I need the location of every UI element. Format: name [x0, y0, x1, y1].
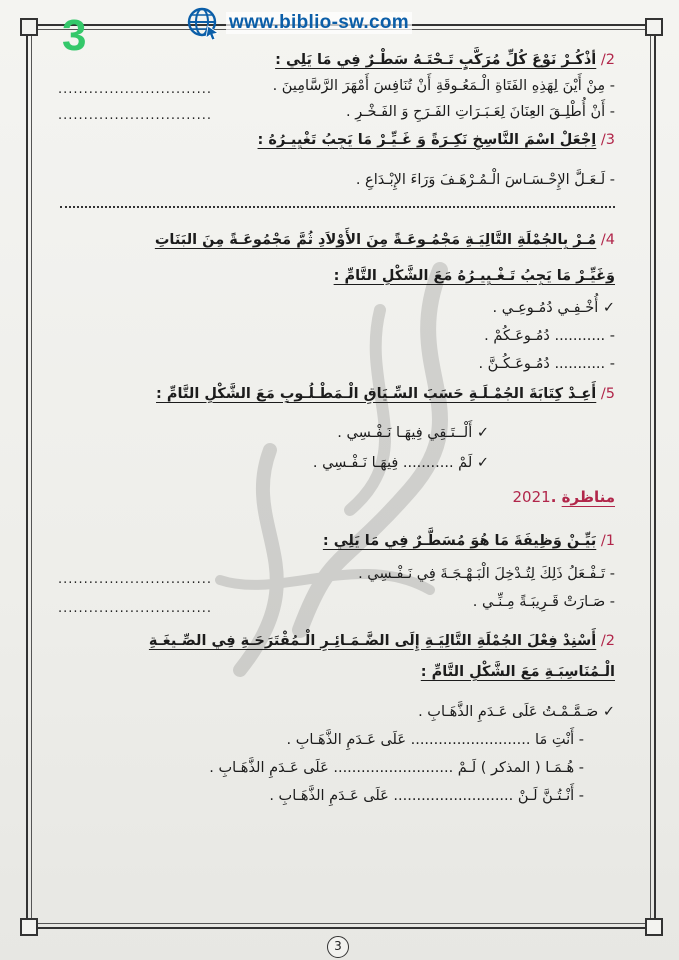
q2a-item-2: - أَنْ أُطْلِـقَ العِنَانَ لِعَـبَـرَاتِ الفَـرَحِ وَ الفَـخْـرِ .	[346, 104, 615, 120]
question-number: 2/	[600, 52, 615, 68]
border-corner-ornament	[645, 918, 663, 936]
q2b-prompt-line1	[149, 633, 615, 650]
q2b-item-2[interactable]: - هُـمَـا ( المذكر ) لَـمْ .......................... عَلَى عَـدَمِ الذَّهَـابِ .	[209, 760, 584, 776]
q5-prompt	[156, 386, 615, 403]
question-text: أَعِـدْ كِتَابَةَ الجُمْـلَـةِ حَسَبَ السِّـيَاقِ الْـمَطْـلُـوبِ مَعَ الشَّكْلِ التَّامِّ :	[156, 386, 597, 402]
q2b-prompt-line2: الْـمُنَاسِبَـةِ مَعَ الشَّكْلِ التَّامِّ :	[420, 664, 615, 680]
question-text: أذْكُـرْ نَوْعَ كُلِّ مُرَكَّبٍ تَـحْتَـهُ سَطْـرٌ فِي مَا يَلِي :	[275, 52, 597, 68]
q1b-item-1: - تَـفْـعَلُ ذَلِكَ لِتُـدْخِلَ الْبَـهْـجَـةَ فِي نَـفْـسِي .	[358, 566, 615, 582]
globe-cursor-icon	[186, 6, 220, 40]
question-text: أَسْنِدْ فِعْلَ الجُمْلَةِ التَّالِيَـةِ إِلَى الضَّـمَـائِـرِ الْـمُقْتَرَحَـةِ فِي الصِّـيغَـةِ	[148, 633, 597, 649]
q2b-item-3[interactable]: - أَنْـتُـنَّ لَـنْ .......................... عَلَى عَـدَمِ الذَّهَـابِ .	[269, 788, 584, 804]
q4-item-1[interactable]: - ........... دُمُـوعَـكُمْ .	[484, 328, 615, 344]
answer-dots[interactable]: ..............................	[58, 572, 212, 587]
sheet-number-badge: 3	[62, 11, 87, 60]
site-branding[interactable]	[186, 4, 412, 42]
q5-example: ✓ أَلْــتَـقِي فِيهَـا نَـفْـسِي .	[337, 425, 489, 441]
q2b-example: ✓ صَـمَّـمْـتُ عَلَى عَـدَمِ الذَّهَـابِ .	[418, 704, 615, 720]
q4-example: ✓ أُخْـفِـي دُمُـوعِـي .	[492, 300, 615, 316]
site-url-link[interactable]: www.biblio-sw.com	[226, 12, 412, 34]
answer-dots[interactable]: ..............................	[58, 601, 212, 616]
section-year: 2021	[512, 488, 551, 506]
answer-dots[interactable]: ..............................	[58, 108, 212, 123]
answer-dotted-line[interactable]	[60, 206, 615, 208]
border-corner-ornament	[20, 918, 38, 936]
section-heading: 2021. مناظرة	[512, 488, 615, 506]
question-number: 2/	[600, 633, 615, 649]
q2b-item-1[interactable]: - أَنْتِ مَا .......................... عَلَى عَـدَمِ الذَّهَـابِ .	[286, 732, 584, 748]
question-number: 1/	[600, 533, 615, 549]
border-corner-ornament	[645, 18, 663, 36]
q3a-item-1: - لَـعَـلَّ الإِحْـسَـاسَ الْـمُـرْهَـفَ وَرَاءَ الإِبْـدَاعِ .	[355, 172, 615, 188]
q1b-item-2: - صَـارَتْ قَـرِيبَـةً مِـنِّـي .	[472, 594, 615, 610]
border-corner-ornament	[20, 18, 38, 36]
q2a-item-1: - مِنْ أَيْنَ لِهَذِهِ الفَتَاةِ الْـمَعُـوقَةِ أَنْ تُنَافِسَ أَمْهَرَ الرَّسَّامِينَ .	[272, 78, 615, 94]
q1b-prompt	[323, 533, 615, 550]
question-number: 3/	[600, 132, 615, 148]
question-number: 4/	[600, 232, 615, 248]
q2a-prompt	[275, 52, 615, 69]
section-label: مناظرة	[561, 488, 615, 506]
question-text: بَيِّـنْ وَظِيفَةَ مَا هُوَ مُسَطَّـرٌ فِي مَا يَلِي :	[322, 533, 597, 549]
answer-dots[interactable]: ..............................	[58, 82, 212, 97]
q5-item-1[interactable]: ✓ لَمْ ........... فِيهَـا نَـفْـسِي .	[312, 455, 489, 471]
q3a-prompt	[258, 132, 615, 149]
q4-item-2[interactable]: - ........... دُمُـوعَـكُـنَّ .	[478, 356, 615, 372]
question-text: مُـرْ بِالجُمْلَةِ التَّالِيَـةِ مَجْمُـوعَـةً مِنَ الأَوْلاَدِ ثُمَّ مَجْمُوعَـةً مِنَ البَنَاتِ	[154, 232, 597, 248]
q4-prompt-line2: وَغَيِّـرْ مَا يَجِبُ تَـغْـيِيـرُهُ مَعَ الشَّكْلِ التَّامِّ :	[333, 268, 615, 284]
question-text: اِجْعَلْ اسْمَ النَّاسِخِ نَكِـرَةً وَ غَـيِّـرْ مَا يَجِبُ تَغْيِيـرُهُ :	[257, 132, 597, 148]
question-number: 5/	[600, 386, 615, 402]
q4-prompt-line1	[155, 232, 615, 249]
page-number: 3	[327, 936, 349, 958]
